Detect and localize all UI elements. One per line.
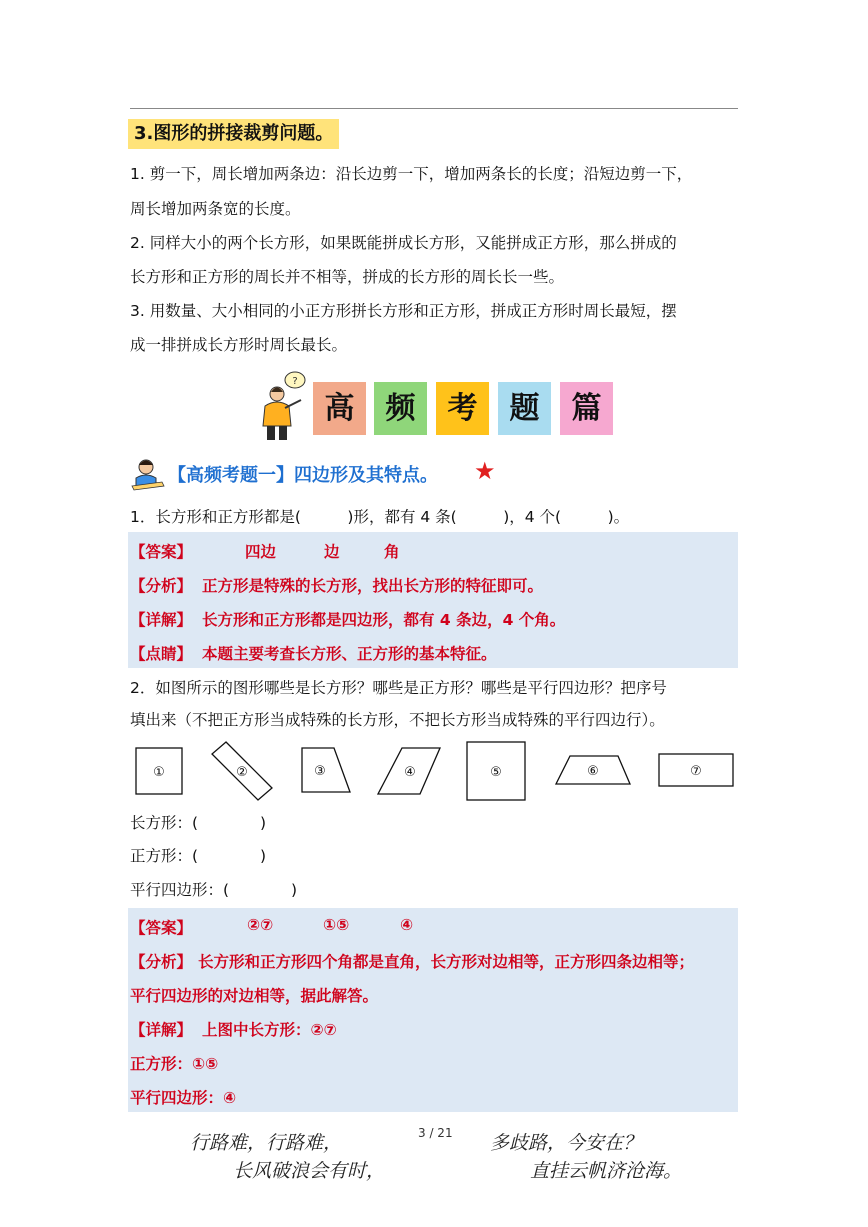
teacher-figure-icon <box>255 370 307 440</box>
q1-answer-label: 【答案】 <box>130 543 193 561</box>
shape-6-label: ⑥ <box>587 764 599 779</box>
q2-analysis-2: 平行四边形的对边相等，据此解答。 <box>130 987 379 1005</box>
page-number: 3 / 21 <box>418 1126 453 1140</box>
blank-square: 正方形：( ) <box>130 847 267 865</box>
poem-right-1: 多歧路，今安在？ <box>490 1132 643 1154</box>
shape-7-label: ⑦ <box>690 764 702 779</box>
bubble-mark: ? <box>292 376 298 387</box>
banner-tile-1 <box>313 382 366 435</box>
banner-tile-5 <box>560 382 613 435</box>
banner-tile-2-char: 频 <box>385 391 416 426</box>
point-1-line-2: 周长增加两条宽的长度。 <box>130 200 301 218</box>
q1-answer-1: 四边 <box>245 543 277 561</box>
point-2-line-2: 长方形和正方形的周长并不相等，拼成的长方形的周长长一些。 <box>130 268 565 286</box>
quadrilateral-figures <box>130 738 740 808</box>
q2-answer-label: 【答案】 <box>130 919 193 937</box>
q2-answer-1: ②⑦ <box>247 916 274 934</box>
q1-answer-box <box>128 532 738 668</box>
shape-4-label: ④ <box>404 765 416 780</box>
banner-tile-3 <box>436 382 489 435</box>
q2-line-1: 2．如图所示的图形哪些是长方形？哪些是正方形？哪些是平行四边形？把序号 <box>130 679 667 697</box>
q1-text: 1．长方形和正方形都是( )形，都有 4 条( )，4 个( )。 <box>130 508 630 526</box>
shape-2-label: ② <box>236 765 248 780</box>
topic-title: 【高频考题一】四边形及其特点。 <box>168 465 438 486</box>
shape-5-label: ⑤ <box>490 765 502 780</box>
q2-analysis-1: 长方形和正方形四个角都是直角，长方形对边相等，正方形四条边相等； <box>198 953 695 971</box>
banner-tile-4-char: 题 <box>509 391 540 426</box>
shape-1-label: ① <box>153 765 165 780</box>
q2-detail-1: 上图中长方形：②⑦ <box>202 1021 337 1039</box>
q1-analysis: 正方形是特殊的长方形，找出长方形的特征即可。 <box>202 577 544 595</box>
q1-comment: 本题主要考查长方形、正方形的基本特征。 <box>202 645 497 663</box>
banner-tile-5-char: 篇 <box>571 391 602 426</box>
header-rule <box>130 108 738 109</box>
q2-answer-box <box>128 908 738 1112</box>
q2-line-2: 填出来（不把正方形当成特殊的长方形，不把长方形当成特殊的平行四边行）。 <box>130 711 665 729</box>
point-1-line-1: 1. 剪一下，周长增加两条边：沿长边剪一下，增加两条长的长度；沿短边剪一下， <box>130 165 693 183</box>
q1-analysis-label: 【分析】 <box>130 577 193 595</box>
star-icon: ★ <box>474 457 496 485</box>
poem-left-2: 长风破浪会有时， <box>233 1160 386 1182</box>
section-title: 3.图形的拼接裁剪问题。 <box>128 119 339 149</box>
point-3-line-2: 成一排拼成长方形时周长最长。 <box>130 336 348 354</box>
q2-answer-3: ④ <box>400 916 414 934</box>
q2-analysis-label: 【分析】 <box>130 953 193 971</box>
q2-detail-2: 正方形：①⑤ <box>130 1055 219 1073</box>
banner-tile-1-char: 高 <box>324 391 355 426</box>
point-3-line-1: 3. 用数量、大小相同的小正方形拼长方形和正方形，拼成正方形时周长最短，摆 <box>130 302 677 320</box>
q1-comment-label: 【点睛】 <box>130 645 193 663</box>
q1-detail: 长方形和正方形都是四边形，都有 4 条边，4 个角。 <box>202 611 566 629</box>
blank-parallelogram: 平行四边形：( ) <box>130 881 298 899</box>
point-2-line-1: 2. 同样大小的两个长方形，如果既能拼成长方形，又能拼成正方形，那么拼成的 <box>130 234 677 252</box>
shape-3-label: ③ <box>314 764 326 779</box>
banner-tile-3-char: 考 <box>447 391 478 426</box>
shape-3-trapezoid <box>302 748 350 792</box>
q1-answer-3: 角 <box>384 543 400 561</box>
q1-answer-2: 边 <box>324 543 340 561</box>
poem-right-2: 直挂云帆济沧海。 <box>530 1160 683 1182</box>
q2-detail-label: 【详解】 <box>130 1021 193 1039</box>
student-writing-icon <box>130 456 166 492</box>
banner-tile-2 <box>374 382 427 435</box>
q2-answer-2: ①⑤ <box>323 916 350 934</box>
q1-detail-label: 【详解】 <box>130 611 193 629</box>
q2-detail-3: 平行四边形：④ <box>130 1089 237 1107</box>
poem-left-1: 行路难，行路难， <box>190 1132 343 1154</box>
blank-rectangle: 长方形：( ) <box>130 814 267 832</box>
banner-tile-4 <box>498 382 551 435</box>
